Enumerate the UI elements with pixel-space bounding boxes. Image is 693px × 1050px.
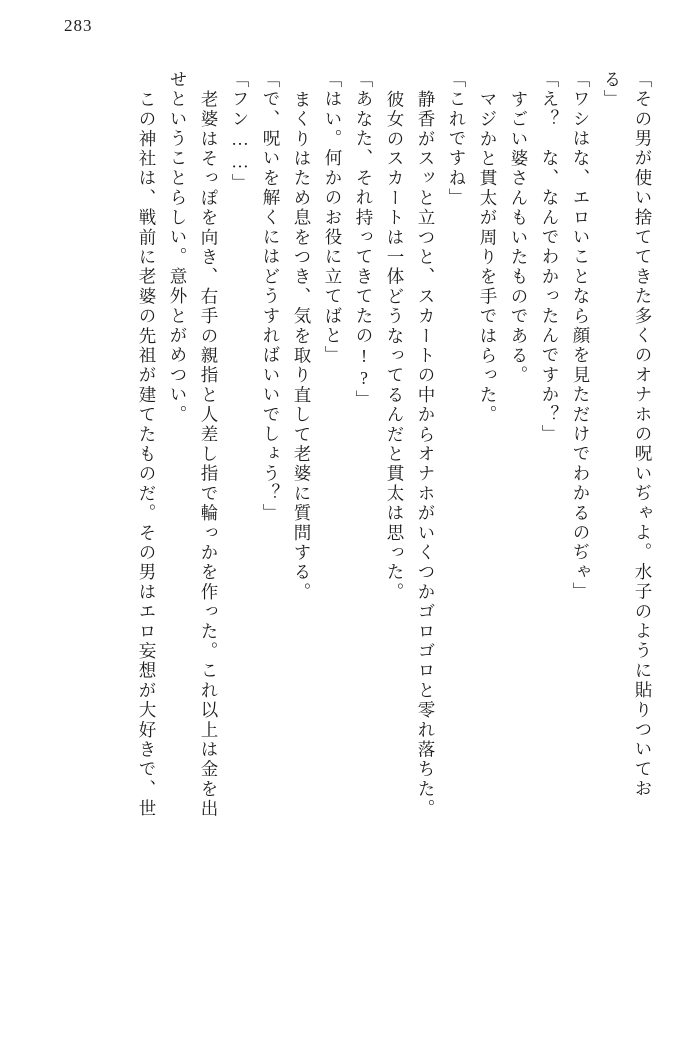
vertical-text-body xyxy=(40,70,651,1026)
text-line: マジかと貫太が周りを手ではらった。 xyxy=(478,90,498,425)
text-line: 老婆はそっぽを向き、右手の親指と人差し指で輪っかを作った。これ以上は金を出 xyxy=(199,90,219,819)
text-line: せということらしい。意外とがめつい。 xyxy=(168,70,188,425)
text-line: この神社は、戦前に老婆の先祖が建てたものだ。その男はエロ妄想が大好きで、世 xyxy=(137,90,157,819)
text-line: 「はい。何かのお役に立てばと」 xyxy=(323,70,343,366)
text-line: 「あなた、それ持ってきてたの!?」 xyxy=(354,70,374,410)
page-number: 283 xyxy=(64,16,93,35)
text-line: 「その男が使い捨ててきた多くのオナホの呪いぢゃよ。水子のように貼りついてお xyxy=(633,70,653,799)
text-line: 「で、呪いを解くにはどうすればいいでしょう？」 xyxy=(261,70,281,524)
text-line: 彼女のスカートは一体どうなってるんだと貫太は思った。 xyxy=(385,90,405,603)
text-line: 「え？ な、なんでわかったんですか？」 xyxy=(540,70,560,445)
text-line: まくりはため息をつき、気を取り直して老婆に質問する。 xyxy=(292,90,312,603)
text-line: 静香がスッと立つと、スカートの中からオナホがいくつかゴロゴロと零れ落ちた。 xyxy=(416,90,436,819)
text-line: すごい婆さんもいたものである。 xyxy=(509,90,529,386)
text-line: る」 xyxy=(602,70,622,110)
text-line: 「これですね」 xyxy=(447,70,467,208)
text-line: 「ワシはな、エロいことなら顔を見ただけでわかるのぢゃ」 xyxy=(571,70,591,602)
text-line: 「フン……」 xyxy=(230,70,250,194)
